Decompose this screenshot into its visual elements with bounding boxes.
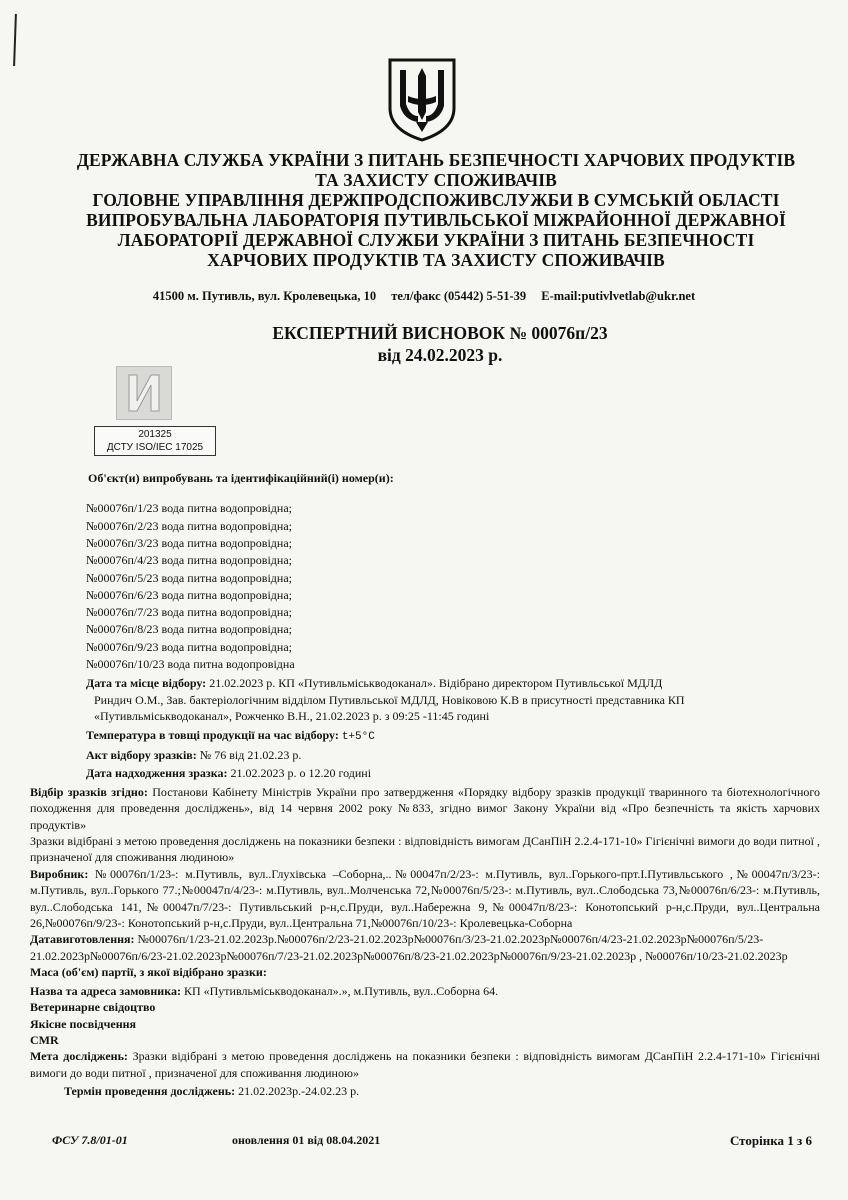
sampling-section xyxy=(30,675,820,781)
producer-section xyxy=(30,866,820,932)
vet-certificate-label: Ветеринарне свідоцтво xyxy=(30,1000,156,1015)
term-label: Термін проведення досліджень: xyxy=(64,1084,236,1099)
accreditation-logo-icon xyxy=(116,366,172,420)
sample-list xyxy=(86,500,820,673)
temperature-value: t+5°C xyxy=(341,730,375,743)
accreditation-box xyxy=(94,426,216,456)
sampling-label: Дата та місце відбору: xyxy=(86,676,207,691)
customer-label: Назва та адреса замовника: xyxy=(30,983,181,998)
coat-of-arms-icon xyxy=(386,56,458,142)
header-line: ЛАБОРАТОРІЇ ДЕРЖАВНОЇ СЛУЖБИ УКРАЇНИ З ПИТАНЬ БЕЗПЕЧНОСТІ xyxy=(117,230,755,250)
header-line: ТА ЗАХИСТУ СПОЖИВАЧІВ xyxy=(315,170,557,190)
accreditation-number: 201325 xyxy=(138,429,172,440)
cmr-label: CMR xyxy=(30,1032,59,1047)
list-item: №00076п/5/23 вода питна водопровідна; xyxy=(86,570,292,585)
page-number: Сторінка 1 з 6 xyxy=(729,1133,812,1148)
act-value: № 76 від 21.02.23 р. xyxy=(196,748,302,762)
header-line: ДЕРЖАВНА СЛУЖБА УКРАЇНИ З ПИТАНЬ БЕЗПЕЧНОСТІ ХАРЧОВИХ ПРОДУКТІВ xyxy=(76,150,796,170)
list-item: №00076п/6/23 вода питна водопровідна; xyxy=(86,587,292,602)
sampling-purpose: Зразки відібрані з метою проведення досліджень на показники безпеки : відповідність вимогам ДСанПіН 2.2.4-171-10» Гігієнічні вимоги до води питної , призначеної для споживання людиною» xyxy=(30,834,820,865)
producer-label: Виробник: xyxy=(30,866,89,881)
objects-label: Об'єкт(и) випробувань та ідентифікаційний(і) номер(и): xyxy=(88,471,394,485)
document-title xyxy=(0,322,848,366)
list-item: №00076п/7/23 вода питна водопровідна; xyxy=(86,605,292,620)
conclusion-number: ЕКСПЕРТНИЙ ВИСНОВОК № 00076п/23 xyxy=(272,323,608,343)
list-item: №00076п/3/23 вода питна водопровідна; xyxy=(86,536,292,550)
conclusion-date: від 24.02.2023 р. xyxy=(377,345,503,365)
sampling-line-1: 21.02.2023 р. КП «Путивльміськводоканал». Відібрано директором Путивльської МДЛД xyxy=(206,676,663,691)
producer-text: №00076п/1/23-: м.Путивль, вул..Глухівська –Соборна,..№00047п/2/23-: м.Путивль, вул..Горького-прт.І.Путивльського ,№00047п/3/23-: м.Путивль, вул..Горького 77.;№00047п/4/23-: м.Путивль, вул..Молченська 72,№00076п/5/23-: м.Путивль, вул..Слобoдська 73,№00076п/6/23-: м.Путивль, вул..Слобoдська 141,№00047п/7/23-: Путивльський р-н,с.Пруди, вул..Набережна 9,№00047п/8/23-: Конотопський р-н,с.Пруди, вул..Центральна 26,№00076п/9/23-: Конотопський р-н,с.Пруди, вул..Центральна 71,№00076п/10/23-: Кролевецька-Соборна xyxy=(30,866,820,931)
list-item: №00076п/1/23 вода питна водопровідна; xyxy=(86,501,292,516)
basis-section xyxy=(30,784,820,833)
arrival-value: 21.02.2023 р. о 12.20 годині xyxy=(227,766,372,781)
form-code: ФСУ 7.8/01-01 xyxy=(52,1133,128,1147)
revision-note: оновлення 01 від 08.04.2021 xyxy=(232,1133,381,1147)
manufacture-date-label: Датавиготовлення: xyxy=(30,932,135,947)
sampling-line-3: «Путивльміськводоканал», Рожченко В.Н., 21.02.2023 р. з 09:25 -11:45 годині xyxy=(94,709,490,724)
temperature-label: Температура в товщі продукції на час відбору: xyxy=(86,727,339,742)
accreditation-standard: ДСТУ ISO/IEC 17025 xyxy=(106,442,204,453)
basis-label: Відбір зразків згідно: xyxy=(30,784,148,799)
term-value: 21.02.2023р.-24.02.23 р. xyxy=(235,1084,360,1099)
organization-header xyxy=(60,150,812,270)
postal-address: 41500 м. Путивль, вул. Кролевецька, 10 xyxy=(152,289,377,303)
list-item: №00076п/2/23 вода питна водопровідна; xyxy=(86,518,292,533)
list-item: №00076п/4/23 вода питна водопровідна; xyxy=(86,553,292,568)
sampling-line-2: Риндич О.М., Зав. бактеріологічним відділом Путивльської МДЛД, Новіковою К.В в присутності представника КП xyxy=(94,692,685,707)
list-item: №00076п/9/23 вода питна водопровідна; xyxy=(86,639,292,654)
header-line: ХАРЧОВИХ ПРОДУКТІВ ТА ЗАХИСТУ СПОЖИВАЧІВ xyxy=(207,250,665,270)
email-address: E-mail:putivlvetlab@ukr.net xyxy=(541,289,696,303)
research-purpose-section xyxy=(30,1048,820,1081)
contact-line xyxy=(0,289,848,304)
header-line: ГОЛОВНЕ УПРАВЛІННЯ ДЕРЖПРОДСПОЖИВСЛУЖБИ В СУМСЬКІЙ ОБЛАСТІ xyxy=(92,190,780,210)
arrival-label: Дата надходження зразка: xyxy=(86,766,228,781)
document-body xyxy=(30,470,820,1100)
phone-fax: тел/факс (05442) 5-51-39 xyxy=(391,289,527,303)
accreditation-mark xyxy=(94,366,216,456)
research-purpose-label: Мета досліджень: xyxy=(30,1049,128,1064)
manufacture-date-section xyxy=(30,931,820,964)
manufacture-date-text: №00076п/1/23-21.02.2023р.№00076п/2/23-21.02.2023р№00076п/3/23-21.02.2023р№00076п/4/23-21.02.2023р№00076п/5/23-21.02.2023р№00076п/6/23-21.02.2023р№00076п/7/23-21.02.2023р№00076п/8/23-21.02.2023р№00076п/9/23-21.02.2023р , №00076п/10/23-21.02.2023р xyxy=(30,932,788,963)
basis-text: Постанови Кабінету Міністрів України про затвердження «Порядку відбору зразків продукції тваринного та біотехнологічного походження для проведення досліджень», від 14 червня 2002 року №833, згідно вимог Закону України від «Про безпечність та якість харчових продуктів» xyxy=(30,784,820,832)
header-line: ВИПРОБУВАЛЬНА ЛАБОРАТОРІЯ ПУТИВЛЬСЬКОЇ МІЖРАЙОННОЇ ДЕРЖАВНОЇ xyxy=(86,210,786,230)
list-item: №00076п/10/23 вода питна водопровідна xyxy=(86,657,295,672)
quality-certificate-label: Якісне посвідчення xyxy=(30,1016,137,1031)
scan-mark xyxy=(13,14,17,66)
list-item: №00076п/8/23 вода питна водопровідна; xyxy=(86,622,292,637)
research-purpose-text: Зразки відібрані з метою проведення досліджень на показники безпеки : відповідність вимогам ДСанПіН 2.2.4-171-10» Гігієнічні вимоги до води питної , призначеної для споживання людиною» xyxy=(30,1049,820,1080)
act-label: Акт відбору зразків: xyxy=(86,748,197,762)
customer-value: КП «Путивльміськводоканал».», м.Путивль, вул..Соборна 64. xyxy=(180,983,499,998)
batch-label: Маса (об'єм) партії, з якої відібрано зразки: xyxy=(30,965,267,980)
